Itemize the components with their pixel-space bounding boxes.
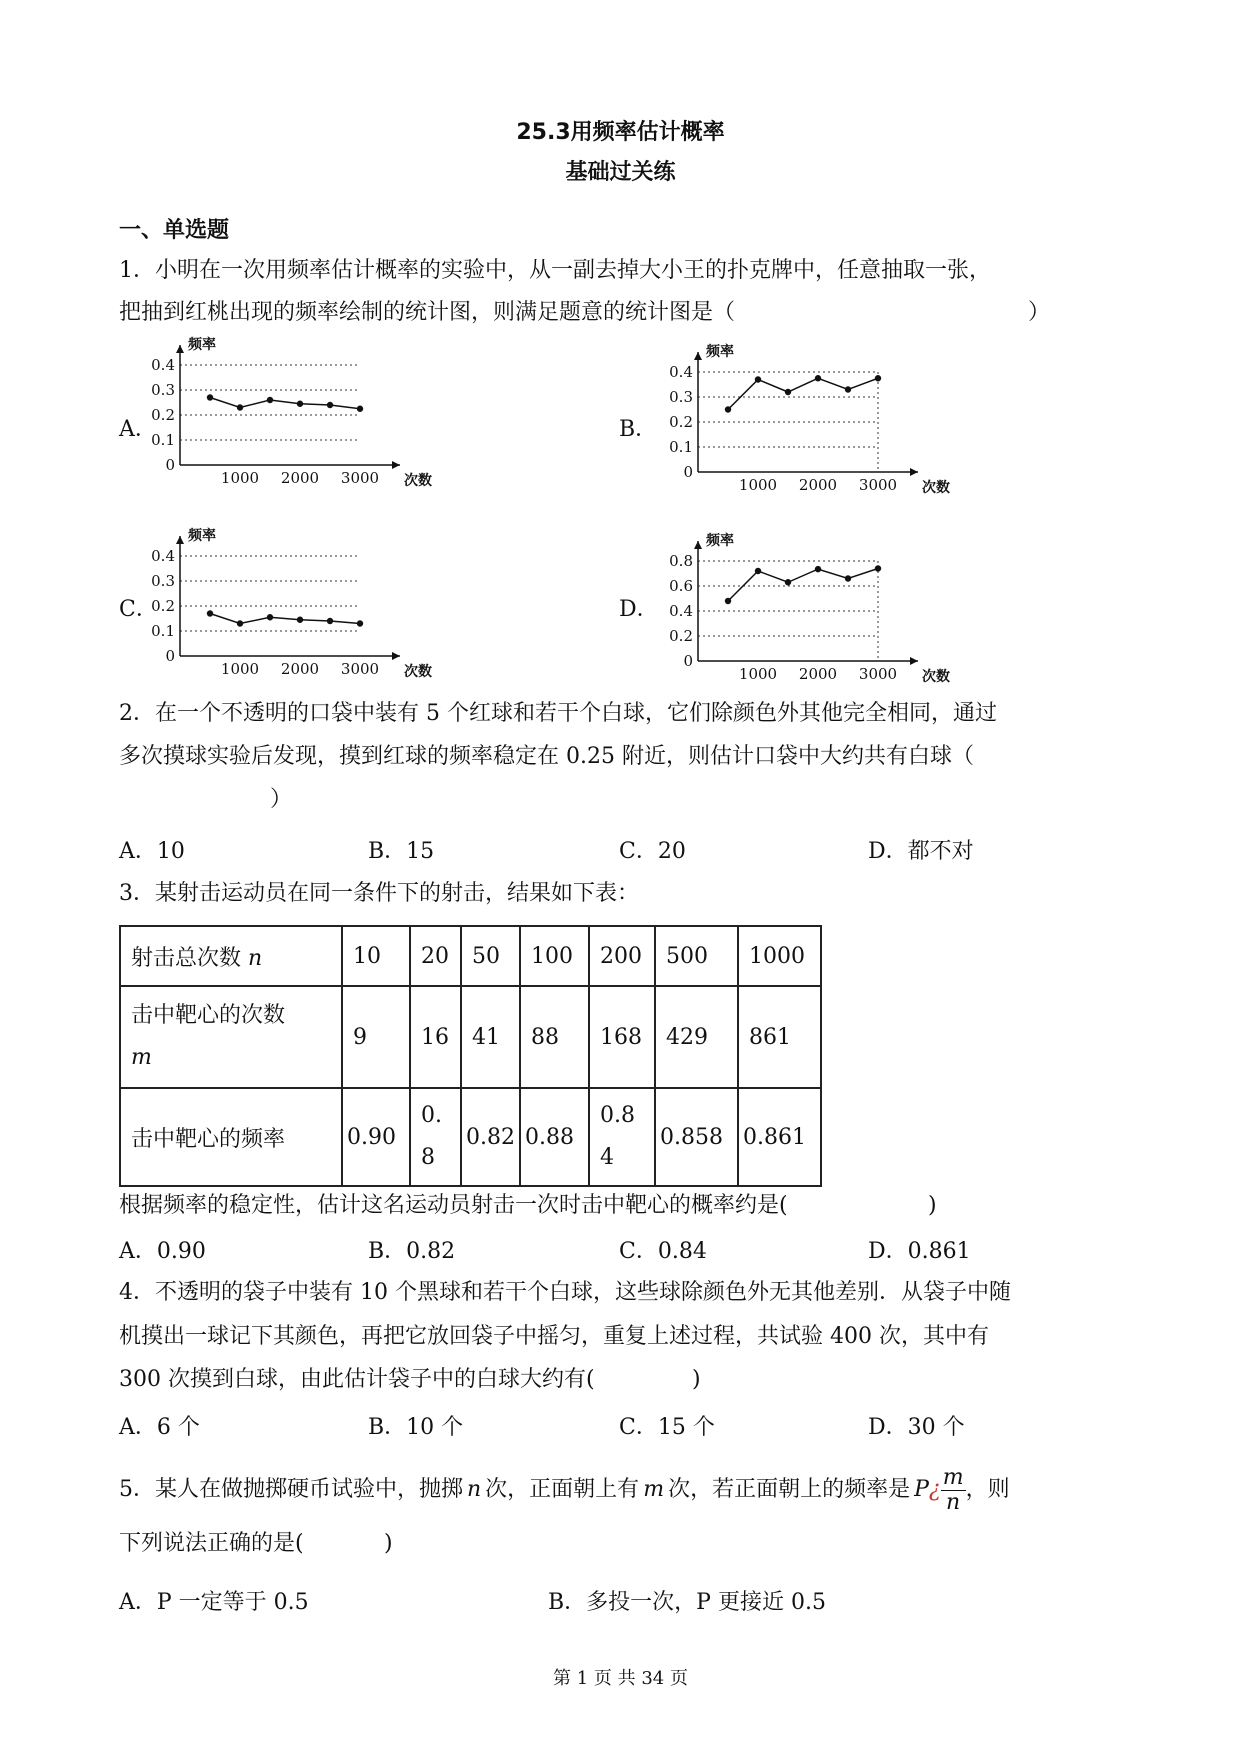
data-point [785, 579, 791, 585]
table-cell: 200 [589, 926, 655, 986]
y-axis-arrow [176, 536, 184, 544]
y-tick-label: 0.3 [669, 388, 693, 406]
q3-stem: 3．某射击运动员在同一条件下的射击，结果如下表： [119, 881, 639, 906]
data-point [237, 404, 243, 410]
page-footer: 第 1 页 共 34 页 [553, 1668, 688, 1689]
y-tick-label: 0.4 [151, 356, 175, 374]
q2-option-d: D．都不对 [868, 839, 974, 864]
q1-option-a-label: A． [119, 417, 157, 442]
table-cell: 10 [342, 926, 410, 986]
table-cell: 0.90 [342, 1088, 410, 1186]
table-cell: 100 [520, 926, 589, 986]
table-cell: 9 [342, 986, 410, 1088]
table-cell: 16 [410, 986, 461, 1088]
y-tick-label: 0.4 [669, 363, 693, 381]
q1-bracket-close: ） [1028, 300, 1051, 325]
y-tick-label: 0 [683, 652, 693, 670]
table-cell: 50 [461, 926, 520, 986]
table-cell: 168 [589, 986, 655, 1088]
q4-option-b: B．10 个 [368, 1415, 464, 1440]
q5-bracket-close: ) [384, 1531, 393, 1556]
q3-bracket-close: ) [928, 1193, 937, 1218]
q1-line1: 1．小明在一次用频率估计概率的实验中，从一副去掉大小王的扑克牌中，任意抽取一张， [119, 258, 992, 283]
y-tick-label: 0.2 [669, 413, 693, 431]
y-axis-title: 频率 [706, 344, 734, 360]
y-tick-label: 0 [165, 456, 175, 474]
y-axis-arrow [176, 345, 184, 353]
data-point [327, 402, 333, 408]
table-row [120, 926, 821, 986]
table-cell: 500 [655, 926, 738, 986]
q5-option-a: A．P 一定等于 0.5 [119, 1590, 309, 1615]
frequency-fraction: $\frac{m}{n}$ [942, 1464, 964, 1515]
chart-b [668, 344, 958, 506]
table-cell: 0.88 [520, 1088, 589, 1186]
data-point [755, 376, 761, 382]
y-tick-label: 0.1 [669, 438, 693, 456]
y-tick-label: 0.4 [151, 547, 175, 565]
x-axis-title: 次数 [922, 669, 950, 685]
y-tick-label: 0.2 [151, 406, 175, 424]
q2-option-a: A．10 [119, 839, 185, 864]
x-axis-arrow [392, 652, 400, 660]
table-cell: 88 [520, 986, 589, 1088]
series-line [210, 398, 360, 409]
q2-line3: ） [270, 787, 293, 812]
data-point [845, 575, 851, 581]
x-tick-label: 2000 [280, 660, 320, 678]
data-point [815, 375, 821, 381]
table-header-cell: 击中靶心的频率 [120, 1088, 342, 1186]
chart-d [668, 533, 958, 695]
series-line [728, 569, 878, 602]
table-header-cell: 击中靶心的次数 m [120, 986, 342, 1088]
x-tick-label: 2000 [798, 476, 838, 494]
y-axis-title: 频率 [706, 533, 734, 549]
q4-option-d: D．30 个 [868, 1415, 965, 1440]
y-tick-label: 0.1 [151, 622, 175, 640]
y-axis-title: 频率 [188, 528, 216, 544]
q5-option-b: B．多投一次，P 更接近 0.5 [548, 1590, 826, 1615]
data-point [207, 610, 213, 616]
q4-line1: 4．不透明的袋子中装有 10 个黑球和若干个白球，这些球除颜色外无其他差别．从袋子中随 [119, 1280, 1011, 1305]
q4-option-c: C．15 个 [619, 1415, 715, 1440]
table-row [120, 986, 821, 1088]
y-axis-title: 频率 [188, 337, 216, 353]
data-point [875, 375, 881, 381]
table-header-cell: 射击总次数 n [120, 926, 342, 986]
chart-c [150, 528, 440, 690]
data-point [845, 386, 851, 392]
data-point [327, 618, 333, 624]
x-tick-label: 2000 [798, 665, 838, 683]
q4-option-a: A．6 个 [119, 1415, 200, 1440]
data-point [357, 406, 363, 412]
data-point [725, 406, 731, 412]
x-tick-label: 1000 [220, 660, 260, 678]
series-line [728, 378, 878, 409]
q2-line2: 多次摸球实验后发现，摸到红球的频率稳定在 0.25 附近，则估计口袋中大约共有白球（ [119, 744, 974, 769]
y-tick-label: 0 [683, 463, 693, 481]
data-point [267, 614, 273, 620]
data-point [755, 568, 761, 574]
q3-option-a: A．0.90 [119, 1239, 206, 1264]
shooting-table [119, 925, 822, 1187]
data-point [785, 389, 791, 395]
y-axis-arrow [694, 352, 702, 360]
q2-option-c: C．20 [619, 839, 686, 864]
y-tick-label: 0.8 [669, 552, 693, 570]
y-tick-label: 0.3 [151, 381, 175, 399]
table-cell: 429 [655, 986, 738, 1088]
q5-line1: 5．某人在做抛掷硬币试验中，抛掷 n 次，正面朝上有 m 次，若正面朝上的频率是 P¿ $\frac{m}{n}$ ，则 [119, 1464, 1010, 1515]
data-point [297, 617, 303, 623]
x-tick-label: 2000 [280, 469, 320, 487]
table-cell: 0.82 [461, 1088, 520, 1186]
page-title: 25.3用频率估计概率 [516, 120, 725, 145]
y-tick-label: 0.1 [151, 431, 175, 449]
table-cell: 1000 [738, 926, 821, 986]
q3-option-d: D．0.861 [868, 1239, 971, 1264]
x-tick-label: 3000 [858, 665, 898, 683]
y-tick-label: 0.4 [669, 602, 693, 620]
data-point [237, 620, 243, 626]
data-point [207, 394, 213, 400]
q4-line2: 机摸出一球记下其颜色，再把它放回袋子中摇匀，重复上述过程，共试验 400 次，其中有 [119, 1324, 989, 1349]
x-tick-label: 3000 [340, 660, 380, 678]
data-point [725, 598, 731, 604]
y-tick-label: 0.6 [669, 577, 693, 595]
data-point [297, 401, 303, 407]
data-point [815, 566, 821, 572]
data-point [875, 565, 881, 571]
table-cell: 0.8 4 [589, 1088, 655, 1186]
section-heading: 一、单选题 [119, 218, 230, 243]
x-tick-label: 3000 [340, 469, 380, 487]
x-axis-arrow [910, 468, 918, 476]
x-tick-label: 1000 [738, 476, 778, 494]
q3-option-c: C．0.84 [619, 1239, 707, 1264]
x-axis-title: 次数 [404, 664, 432, 680]
x-axis-arrow [910, 657, 918, 665]
table-cell: 20 [410, 926, 461, 986]
q4-bracket-close: ) [692, 1367, 701, 1392]
y-tick-label: 0.3 [151, 572, 175, 590]
table-cell: 861 [738, 986, 821, 1088]
table-cell: 41 [461, 986, 520, 1088]
data-point [357, 620, 363, 626]
x-tick-label: 3000 [858, 476, 898, 494]
y-tick-label: 0.2 [669, 627, 693, 645]
y-tick-label: 0.2 [151, 597, 175, 615]
chart-a [150, 337, 440, 499]
q1-option-c-label: C． [119, 597, 158, 622]
q4-line3: 300 次摸到白球，由此估计袋子中的白球大约有( [119, 1367, 595, 1392]
x-axis-title: 次数 [404, 473, 432, 489]
y-axis-arrow [694, 541, 702, 549]
q1-line2: 把抽到红桃出现的频率绘制的统计图，则满足题意的统计图是（ [119, 300, 736, 325]
table-row [120, 1088, 821, 1186]
table-cell: 0.861 [738, 1088, 821, 1186]
y-tick-label: 0 [165, 647, 175, 665]
q1-option-b-label: B． [619, 417, 658, 442]
q3-after: 根据频率的稳定性，估计这名运动员射击一次时击中靶心的概率约是( [119, 1193, 788, 1218]
x-tick-label: 1000 [738, 665, 778, 683]
q2-option-b: B．15 [368, 839, 435, 864]
q1-option-d-label: D． [619, 597, 659, 622]
series-line [210, 614, 360, 624]
page-subtitle: 基础过关练 [565, 160, 676, 185]
x-tick-label: 1000 [220, 469, 260, 487]
data-point [267, 397, 273, 403]
x-axis-title: 次数 [922, 480, 950, 496]
table-cell: 0.858 [655, 1088, 738, 1186]
x-axis-arrow [392, 461, 400, 469]
q3-option-b: B．0.82 [368, 1239, 456, 1264]
q5-line2: 下列说法正确的是( [119, 1531, 304, 1556]
q2-line1: 2．在一个不透明的口袋中装有 5 个红球和若干个白球，它们除颜色外其他完全相同，通过 [119, 701, 997, 726]
table-cell: 0. 8 [410, 1088, 461, 1186]
